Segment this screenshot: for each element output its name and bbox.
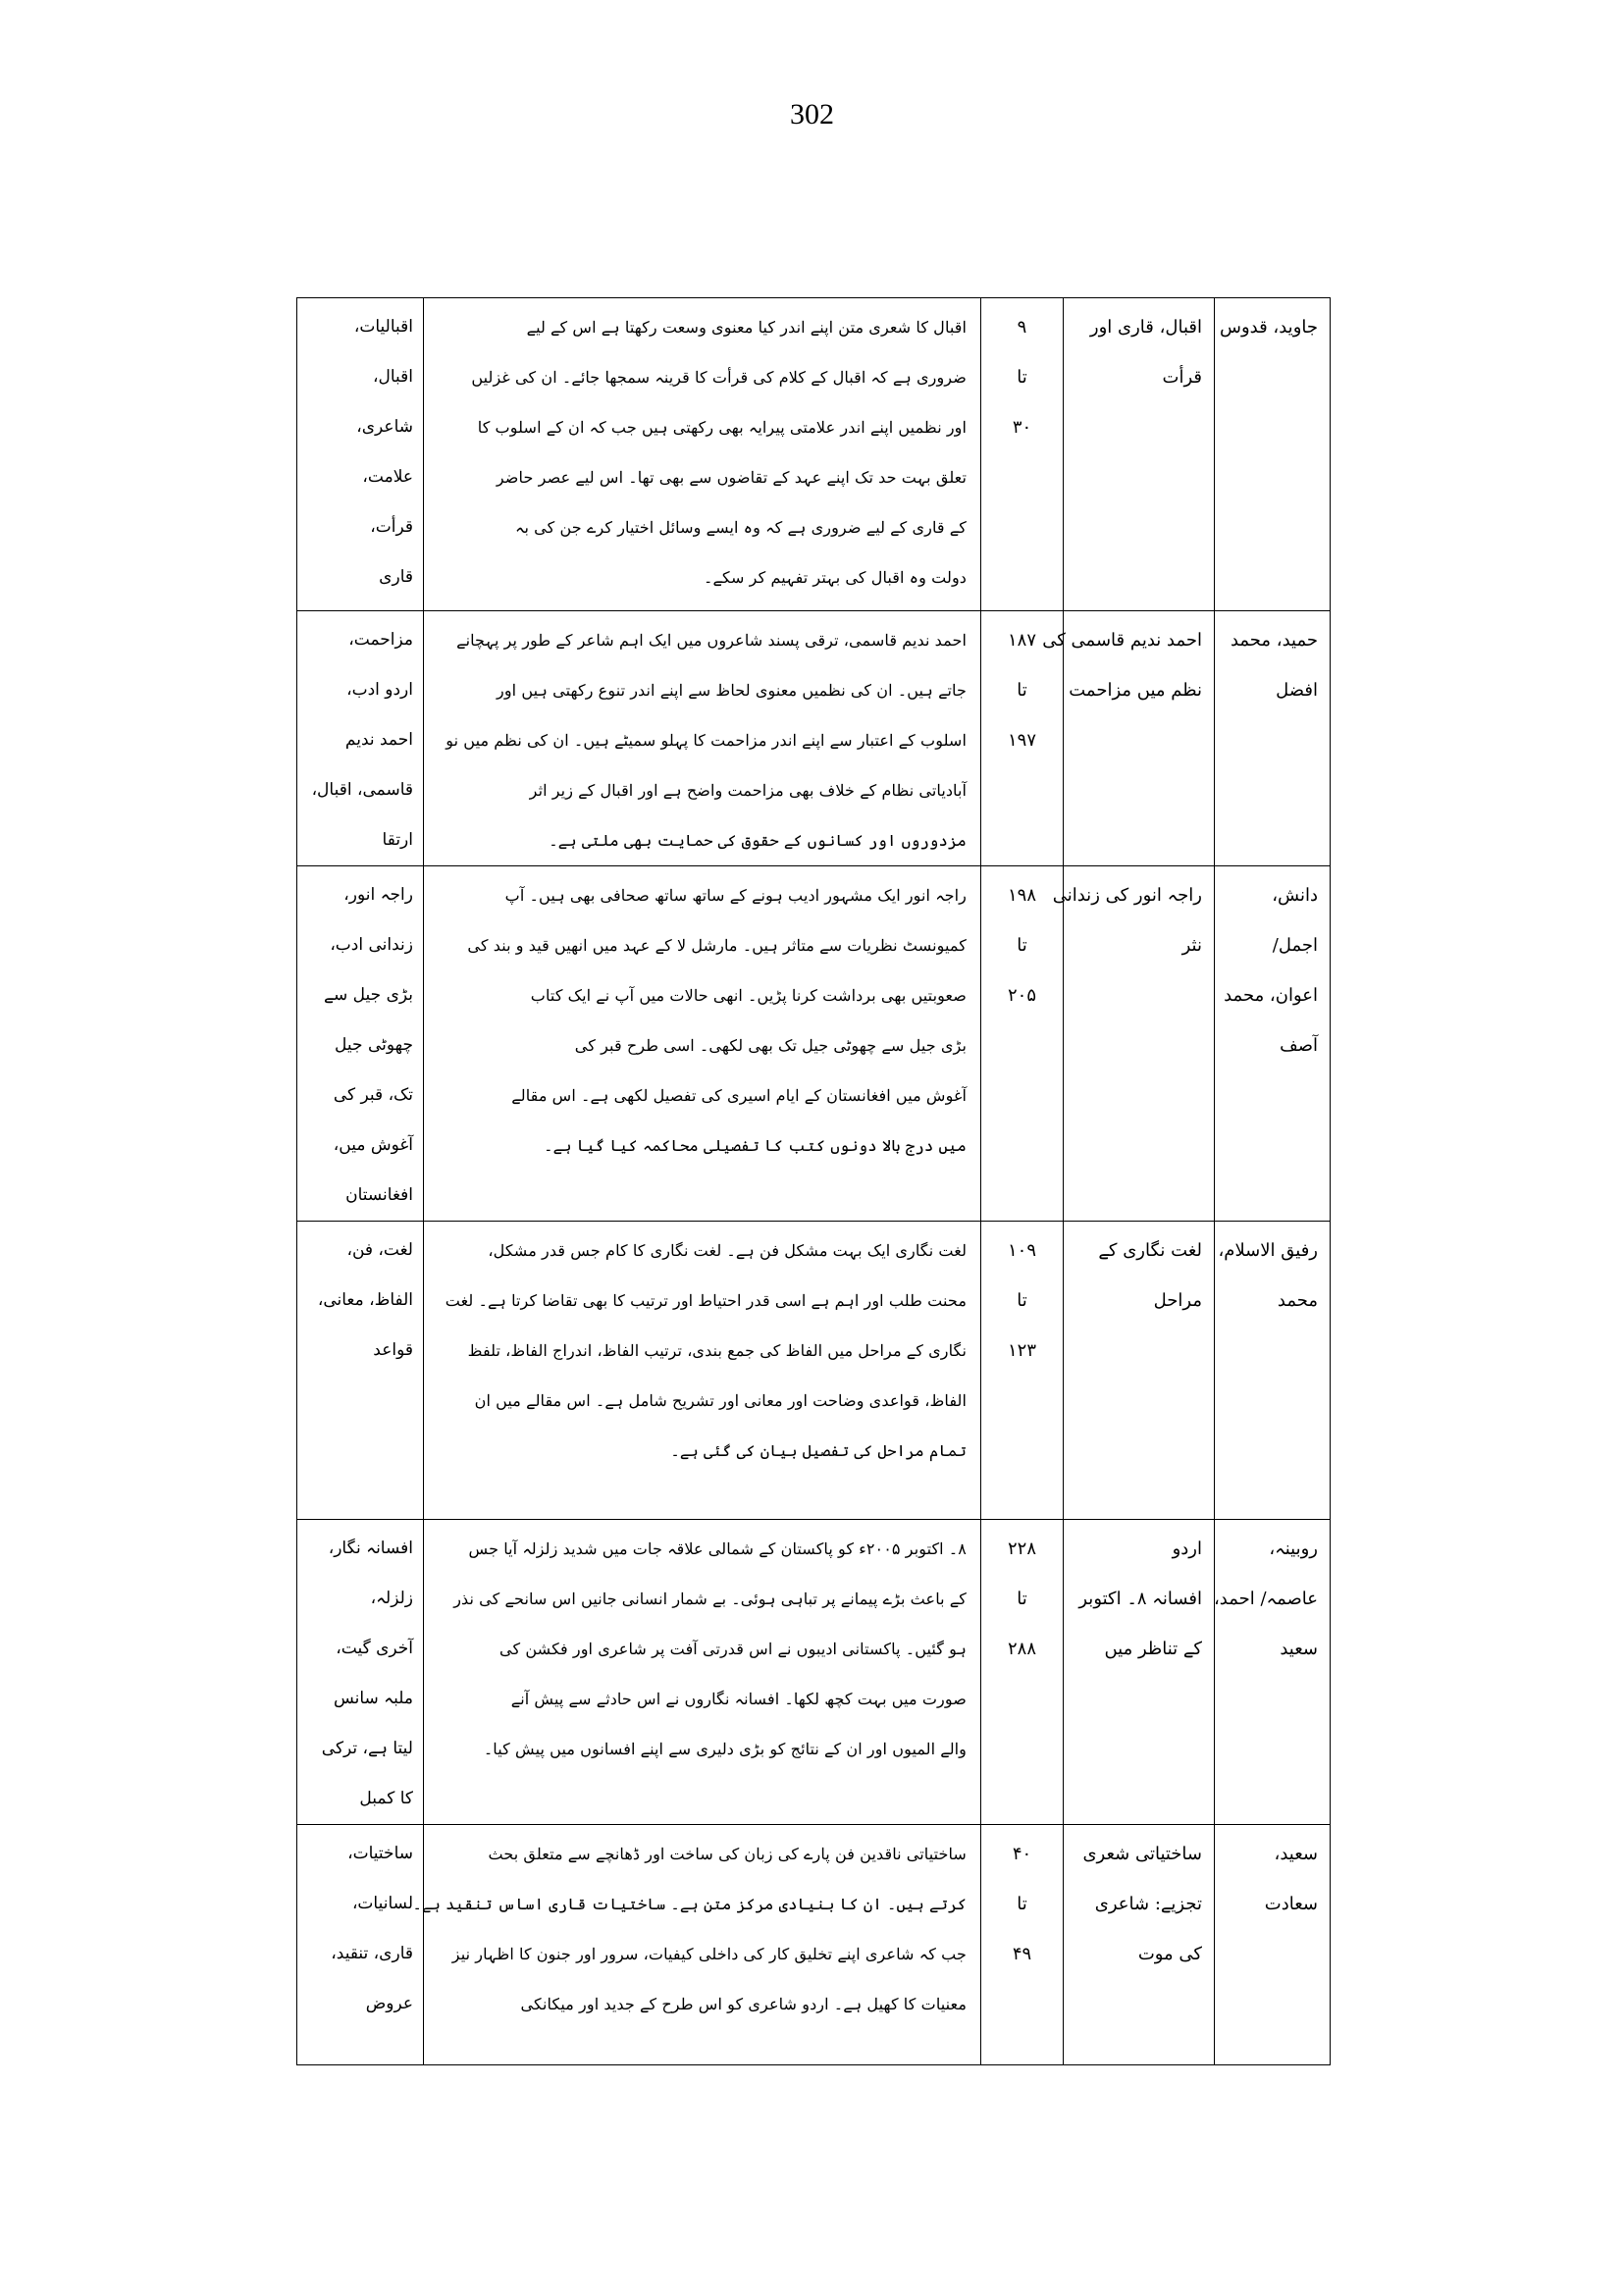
pages-line: ۲۲۸ — [1007, 1539, 1036, 1559]
title-cell — [1064, 1222, 1215, 1520]
keywords-line: زلزلہ، — [370, 1589, 413, 1608]
author-line: محمد — [1277, 1290, 1318, 1311]
summary-line: تعلق بہت حد تک اپنے عہد کے تقاضوں سے بھی تھا۔ اس لیے عصر حاضر — [496, 468, 967, 487]
summary-line: آغوش میں افغانستان کے ایام اسیری کی تفصیل لکھی ہے۔ اس مقالے — [511, 1086, 967, 1105]
table-row — [297, 611, 1331, 866]
summary-line: کے باعث بڑے پیمانے پر تباہی ہوئی۔ بے شمار انسانی جانیں اس سانحے کی نذر — [453, 1590, 967, 1608]
author-line: جاوید، قدوس — [1219, 317, 1318, 338]
keywords-line: آخری گیت، — [336, 1639, 413, 1658]
pages-line: ۹ — [1017, 317, 1027, 338]
keywords-line: قاسمی، اقبال، — [311, 780, 413, 800]
keywords-line: مزاحمت، — [348, 630, 413, 650]
pages-line: تا — [1017, 367, 1027, 388]
title-line: اردو — [1172, 1539, 1202, 1559]
pages-cell — [981, 1520, 1064, 1825]
title-line: تجزیے: شاعری — [1094, 1894, 1202, 1914]
author-line: دانش، — [1272, 885, 1318, 906]
summary-line: نگاری کے مراحل میں الفاظ کی جمع بندی، ترتیب الفاظ، اندراج الفاظ، تلفظ — [467, 1341, 967, 1360]
title-line: افسانہ ۸۔ اکتوبر — [1078, 1589, 1202, 1609]
pages-cell — [981, 1222, 1064, 1520]
keywords-line: قواعد — [373, 1340, 413, 1360]
pages-cell — [981, 611, 1064, 866]
title-line: نظم میں مزاحمت — [1069, 680, 1202, 701]
pages-line: تا — [1017, 1894, 1027, 1914]
summary-line: دولت وہ اقبال کی بہتر تفہیم کر سکے۔ — [704, 568, 967, 587]
pages-line: ۱۹۸ — [1007, 885, 1036, 906]
author-line: سعید، — [1274, 1844, 1318, 1864]
summary-line: احمد ندیم قاسمی، ترقی پسند شاعروں میں ایک اہم شاعر کے طور پر پہچانے — [456, 631, 967, 650]
summary-cell — [424, 866, 981, 1222]
author-line: حمید، محمد — [1230, 630, 1318, 651]
keywords-line: اقبالیات، — [353, 317, 413, 337]
keywords-line: ساختیات، — [347, 1844, 413, 1863]
summary-line: ۸۔ اکتوبر ۲۰۰۵ء کو پاکستان کے شمالی علاقہ جات میں شدید زلزلہ آیا جس — [468, 1539, 967, 1558]
summary-line: لغت نگاری ایک بہت مشکل فن ہے۔ لغت نگاری کا کام جس قدر مشکل، — [488, 1241, 967, 1260]
title-cell — [1064, 298, 1215, 611]
keywords-line: لغت، فن، — [346, 1240, 413, 1260]
keywords-line: علامت، — [362, 467, 413, 487]
summary-line: بڑی جیل سے چھوٹی جیل تک بھی لکھی۔ اسی طرح قبر کی — [574, 1036, 967, 1055]
table-row — [297, 298, 1331, 611]
title-line: اقبال، قاری اور — [1089, 317, 1202, 338]
keywords-line: زندانی ادب، — [330, 935, 413, 955]
keywords-line: احمد ندیم — [344, 730, 413, 750]
keywords-cell — [297, 1222, 424, 1520]
pages-line: ۴۰ — [1012, 1844, 1032, 1864]
summary-line: محنت طلب اور اہم ہے اسی قدر احتیاط اور ترتیب کا بھی تقاضا کرتا ہے۔ لغت — [445, 1291, 967, 1310]
keywords-line: آغوش میں، — [333, 1135, 413, 1155]
summary-line: آبادیاتی نظام کے خلاف بھی مزاحمت واضح ہے اور اقبال کے زیر اثر — [529, 781, 967, 800]
summary-line: ضروری ہے کہ اقبال کے کلام کی قرأت کا قرینہ سمجھا جائے۔ ان کی غزلیں — [471, 368, 967, 387]
keywords-line: اردو ادب، — [346, 680, 413, 700]
keywords-line: چھوٹی جیل — [335, 1035, 413, 1055]
keywords-cell — [297, 298, 424, 611]
keywords-line: عروض — [365, 1994, 413, 2013]
summary-line: صورت میں بہت کچھ لکھا۔ افسانہ نگاروں نے اس حادثے سے پیش آنے — [510, 1690, 967, 1708]
title-line: لغت نگاری کے — [1098, 1240, 1202, 1261]
summary-line: ہو گئیں۔ پاکستانی ادیبوں نے اس قدرتی آفت پر شاعری اور فکشن کی — [498, 1640, 967, 1658]
summary-line: جاتے ہیں۔ ان کی نظمیں معنوی لحاظ سے اپنے اندر تنوع رکھتی ہیں اور — [497, 681, 967, 700]
keywords-line: راجہ انور، — [343, 885, 413, 905]
summary-line: کمیونسٹ نظریات سے متاثر ہیں۔ مارشل لا کے عہد میں انھیں قید و بند کی — [467, 936, 967, 955]
keywords-cell — [297, 866, 424, 1222]
summary-cell — [412, 1825, 981, 2065]
page-number: 302 — [790, 98, 834, 130]
title-line: ساختیاتی شعری — [1082, 1844, 1202, 1864]
summary-line: راجہ انور ایک مشہور ادیب ہونے کے ساتھ ساتھ صحافی بھی ہیں۔ آپ — [504, 886, 967, 905]
pages-line: ۳۰ — [1012, 417, 1032, 438]
pages-line: تا — [1017, 1290, 1027, 1311]
summary-cell — [424, 298, 981, 611]
keywords-line: افسانہ نگار، — [328, 1539, 413, 1558]
summary-line: جب کہ شاعری اپنے تخلیق کار کی داخلی کیفیات، سرور اور جنون کا اظہار نیز — [451, 1945, 967, 1963]
title-line: راجہ انور کی زندانی — [1052, 885, 1202, 906]
summary-line: معنیات کا کھیل ہے۔ اردو شاعری کو اس طرح کے جدید اور میکانکی — [520, 1995, 967, 2013]
summary-line: الفاظ، قواعدی وضاحت اور معانی اور تشریح شامل ہے۔ اس مقالے میں ان — [474, 1391, 967, 1410]
summary-line: صعوبتیں بھی برداشت کرنا پڑیں۔ انھی حالات میں آپ نے ایک کتاب — [530, 986, 967, 1005]
author-line: سعادت — [1264, 1894, 1318, 1914]
pages-line: ۲۰۵ — [1007, 985, 1036, 1006]
author-cell — [1215, 1520, 1331, 1825]
title-cell — [1042, 611, 1215, 866]
summary-line: اور نظمیں اپنے اندر علامتی پیرایہ بھی رکھتی ہیں جب کہ ان کے اسلوب کا — [477, 418, 967, 437]
pages-line: ۲۸۸ — [1007, 1639, 1036, 1659]
author-line: رفیق الاسلام، — [1218, 1240, 1318, 1261]
summary-line: کے قاری کے لیے ضروری ہے کہ وہ ایسے وسائل اختیار کرے جن کی بہ — [515, 518, 967, 537]
keywords-line: الفاظ، معانی، — [317, 1290, 413, 1310]
author-line: اجمل/ — [1272, 935, 1318, 956]
title-line: احمد ندیم قاسمی کی — [1042, 630, 1202, 651]
table-row — [297, 1520, 1331, 1825]
title-line: کی موت — [1137, 1944, 1202, 1964]
keywords-line: قاری، تنقید، — [331, 1944, 413, 1963]
pages-cell — [981, 298, 1064, 611]
pages-line: ۴۹ — [1012, 1944, 1032, 1964]
keywords-line: تک، قبر کی — [333, 1085, 413, 1105]
pages-line: ۱۲۳ — [1007, 1340, 1036, 1361]
pages-cell — [981, 1825, 1064, 2065]
author-cell — [1215, 1222, 1331, 1520]
keywords-line: قرأت، — [370, 517, 413, 537]
pages-cell — [981, 866, 1064, 1222]
title-cell — [1052, 866, 1215, 1222]
title-line: نثر — [1181, 935, 1202, 956]
keywords-line: بڑی جیل سے — [324, 985, 413, 1005]
summary-cell — [424, 1222, 981, 1520]
keywords-cell — [297, 611, 424, 866]
table-row — [297, 866, 1331, 1222]
summary-cell — [424, 1520, 981, 1825]
author-cell — [1215, 298, 1331, 611]
keywords-cell — [297, 1520, 424, 1825]
title-line: مراحل — [1153, 1290, 1202, 1311]
pages-line: ۱۰۹ — [1007, 1240, 1036, 1261]
summary-line: مزدوروں اور کسانوں کے حقوق کی حمایت بھی ملتی ہے۔ — [549, 831, 967, 850]
author-cell — [1215, 611, 1331, 866]
keywords-line: افغانستان — [345, 1185, 413, 1205]
title-cell — [1064, 1520, 1215, 1825]
keywords-line: ارتقا — [382, 830, 413, 850]
keywords-line: ملبہ سانس — [333, 1689, 413, 1708]
author-line: عاصمہ/ احمد، — [1213, 1589, 1318, 1609]
summary-cell — [424, 611, 981, 866]
summary-line: والے المیوں اور ان کے نتائج کو بڑی دلیری سے اپنے افسانوں میں پیش کیا۔ — [483, 1740, 967, 1758]
title-line: قرأت — [1162, 367, 1202, 388]
table-body — [297, 298, 1331, 2065]
keywords-line: شاعری، — [356, 417, 413, 437]
keywords-line: کا کمبل — [359, 1789, 413, 1808]
author-line: افضل — [1276, 680, 1318, 701]
pages-line: تا — [1017, 1589, 1027, 1609]
keywords-line: قاری — [379, 567, 413, 587]
table-row — [297, 1825, 1331, 2065]
article-index-table — [296, 297, 1331, 2065]
author-line: سعید — [1280, 1639, 1318, 1659]
author-cell — [1215, 1825, 1331, 2065]
pages-line: تا — [1017, 680, 1027, 701]
keywords-line: لیتا ہے، ترکی — [321, 1739, 413, 1758]
summary-line: ساختیاتی ناقدین فن پارے کی زبان کی ساخت اور ڈھانچے سے متعلق بحث — [488, 1845, 967, 1863]
author-cell — [1215, 866, 1331, 1222]
pages-line: ۱۹۷ — [1007, 730, 1036, 751]
author-line: آصف — [1280, 1035, 1318, 1056]
table-row — [297, 1222, 1331, 1520]
title-line: کے تناظر میں — [1104, 1639, 1202, 1659]
author-line: روبینہ، — [1269, 1539, 1318, 1559]
keywords-line: لسانیات، — [351, 1894, 413, 1913]
pages-line: ۱۸۷ — [1007, 630, 1036, 651]
pages-line: تا — [1017, 935, 1027, 956]
keywords-line: اقبال، — [373, 367, 413, 387]
summary-line: کرتے ہیں۔ ان کا بنیادی مرکز متن ہے۔ ساختیات قاری اساس تنقید ہے۔ — [412, 1895, 967, 1913]
summary-line: اسلوب کے اعتبار سے اپنے اندر مزاحمت کا پہلو سمیٹے ہیں۔ ان کی نظم میں نو — [445, 731, 967, 750]
keywords-cell — [297, 1825, 424, 2065]
summary-line: اقبال کا شعری متن اپنے اندر کیا معنوی وسعت رکھتا ہے اس کے لیے — [526, 318, 967, 337]
summary-line: میں درج بالا دونوں کتب کا تفصیلی محاکمہ کیا گیا ہے۔ — [544, 1136, 967, 1155]
author-line: اعوان، محمد — [1224, 985, 1318, 1006]
title-cell — [1064, 1825, 1215, 2065]
summary-line: تمام مراحل کی تفصیل بیان کی گئی ہے۔ — [670, 1441, 967, 1460]
